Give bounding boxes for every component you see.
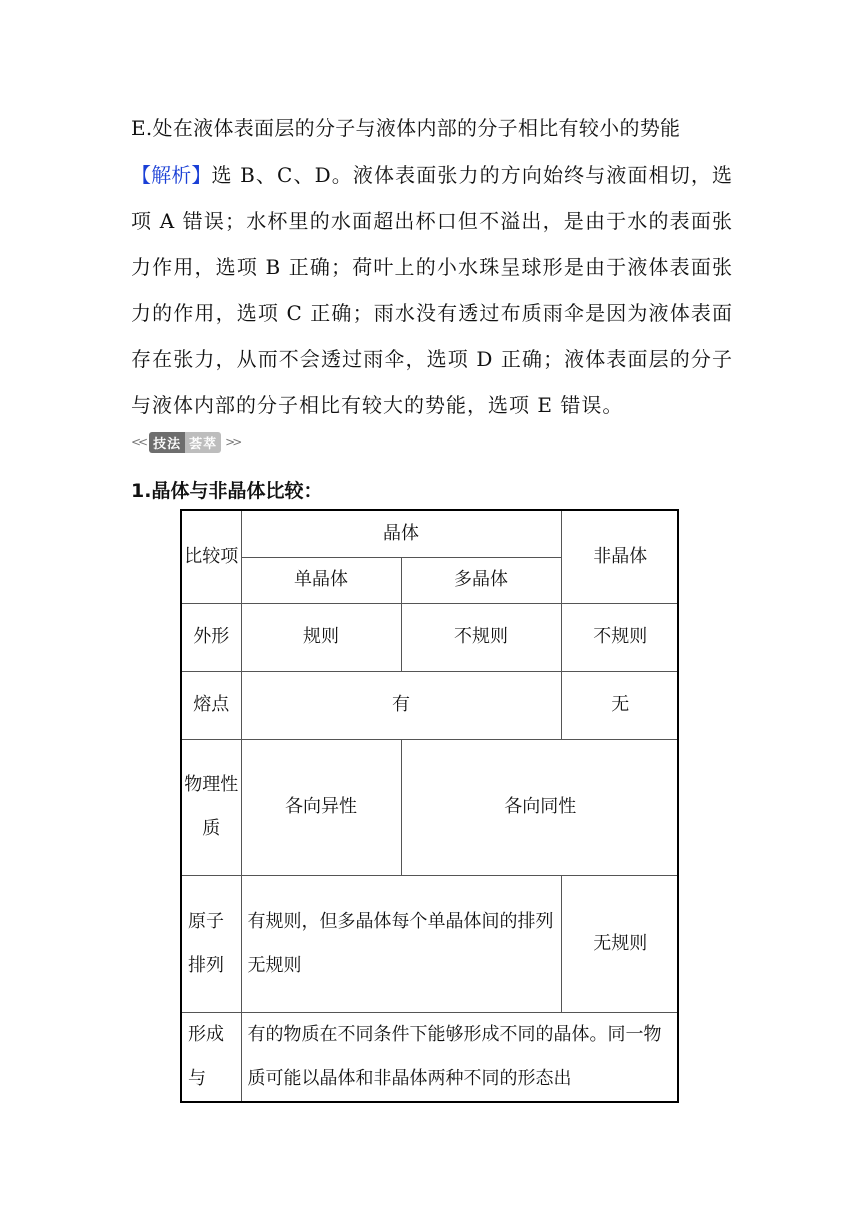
row-atomic-amorphous: 无规则: [561, 875, 679, 1012]
row-formation-text: 有的物质在不同条件下能够形成不同的晶体。同一物质可能以晶体和非晶体两种不同的形态出: [241, 1012, 679, 1103]
comparison-table-frame: [180, 509, 679, 1103]
analysis-text: 选 B、C、D。液体表面张力的方向始终与液面相切，选项 A 错误；水杯里的水面超出杯口但不溢出，是由于水的表面张力作用，选项 B 正确；荷叶上的小水珠呈球形是由于液体表面张力的作用，选项 C 正确；雨水没有透过布质雨伞是因为液体表面存在张力，从而不会透过雨伞，选项 D 正确；液体表面层的分子与液体内部的分子相比有较大的势能，选项 E 错误。: [131, 163, 733, 417]
comparison-table: [182, 511, 679, 1103]
analysis-paragraph: [131, 152, 733, 428]
row-atomic-label: 原子排列: [182, 875, 241, 1012]
row-atomic-crystal: 有规则，但多晶体每个单晶体间的排列无规则: [241, 875, 561, 1012]
row-shape-amorphous: 不规则: [561, 603, 679, 671]
row-physical-single: 各向异性: [241, 739, 401, 875]
badge-part1: 技法: [149, 432, 185, 453]
header-single-crystal: 单晶体: [241, 557, 401, 603]
row-melting-label: 熔点: [182, 671, 241, 739]
row-melting-amorphous: 无: [561, 671, 679, 739]
technique-badge: [131, 431, 239, 453]
analysis-tag: 【解析】: [131, 163, 212, 187]
right-chevron-icon: >>: [225, 435, 240, 449]
header-amorphous: 非晶体: [561, 511, 679, 603]
row-shape-single: 规则: [241, 603, 401, 671]
section-heading: 1.晶体与非晶体比较：: [131, 480, 323, 502]
header-compare-item: 比较项: [182, 511, 241, 603]
row-shape-poly: 不规则: [401, 603, 561, 671]
row-physical-poly-amorphous: 各向同性: [401, 739, 679, 875]
option-e-text: E.处在液体表面层的分子与液体内部的分子相比有较小的势能: [131, 116, 681, 140]
left-chevron-icon: <<: [131, 435, 146, 449]
row-shape-label: 外形: [182, 603, 241, 671]
row-melting-crystal: 有: [241, 671, 561, 739]
badge-part2: 荟萃: [185, 432, 221, 453]
header-poly-crystal: 多晶体: [401, 557, 561, 603]
header-crystal: 晶体: [241, 511, 561, 557]
row-formation-label: 形成与: [182, 1012, 241, 1103]
row-physical-label: 物理性质: [182, 739, 241, 875]
